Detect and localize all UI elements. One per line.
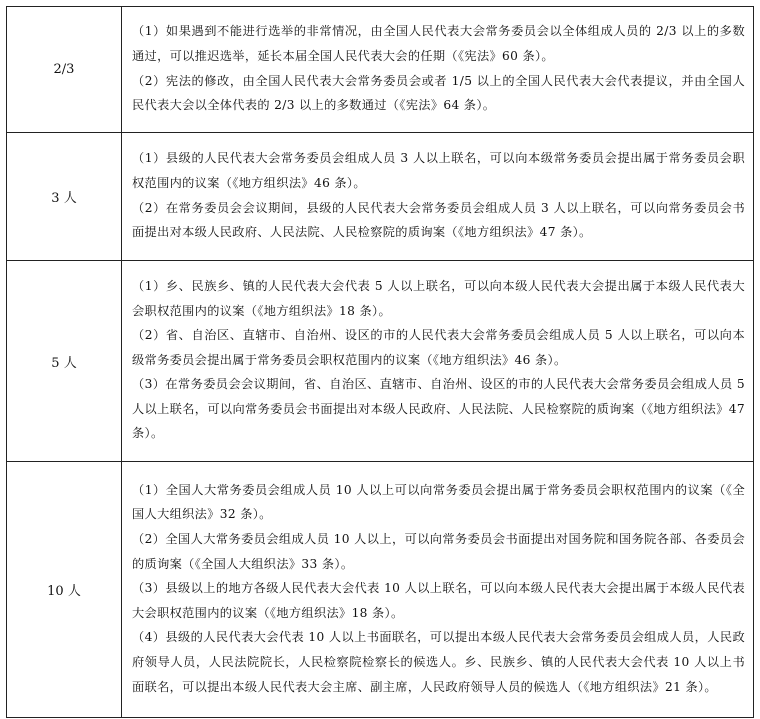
provision-item: （2）全国人大常务委员会组成人员 10 人以上，可以向常务委员会书面提出对国务院和国务院各部、各委员会的质询案（《全国人大组织法》33 条）。	[132, 532, 745, 571]
provision-item: （1）如果遇到不能进行选举的非常情况，由全国人民代表大会常务委员会以全体组成人员的 2/3 以上的多数通过，可以推迟选举，延长本届全国人民代表大会的任期（《宪法》60 条）。	[132, 24, 745, 63]
provisions-cell	[122, 261, 754, 462]
table-row	[7, 133, 754, 261]
provision-item: （2）在常务委员会会议期间，县级的人民代表大会常务委员会组成人员 3 人以上联名，可以向常务委员会书面提出对本级人民政府、人民法院、人民检察院的质询案（《地方组织法》47 条）。	[132, 200, 745, 240]
table-row	[7, 261, 754, 462]
provisions-cell	[122, 133, 754, 261]
provisions-cell	[122, 7, 754, 133]
threshold-label: 3 人	[7, 133, 122, 261]
provision-item: （3）县级以上的地方各级人民代表大会代表 10 人以上联名，可以向本级人民代表大会提出属于本级人民代表大会职权范围内的议案（《地方组织法》18 条）。	[132, 581, 745, 620]
table-row	[7, 7, 754, 133]
legal-threshold-table	[6, 6, 754, 718]
threshold-label: 10 人	[7, 462, 122, 718]
provision-item: （4）县级的人民代表大会代表 10 人以上书面联名，可以提出本级人民代表大会常务委员会组成人员，人民政府领导人员，人民法院院长，人民检察院检察长的候选人。乡、民族乡、镇的人民代表大会代表 10 人以上书面联名，可以提出本级人民代表大会主席、副主席，人民政府领导人员的候选人（《地方组织法》21 条）。	[132, 630, 745, 694]
threshold-label: 5 人	[7, 261, 122, 462]
table-row	[7, 462, 754, 718]
threshold-label: 2/3	[7, 7, 122, 133]
provision-item: （1）全国人大常务委员会组成人员 10 人以上可以向常务委员会提出属于常务委员会职权范围内的议案（《全国人大组织法》32 条）。	[132, 482, 745, 522]
provision-item: （1）县级的人民代表大会常务委员会组成人员 3 人以上联名，可以向本级常务委员会提出属于常务委员会职权范围内的议案（《地方组织法》46 条）。	[132, 151, 745, 190]
provision-item: （2）省、自治区、直辖市、自治州、设区的市的人民代表大会常务委员会组成人员 5 人以上联名，可以向本级常务委员会提出属于常务委员会职权范围内的议案（《地方组织法》46 条）。	[132, 328, 745, 367]
provisions-cell	[122, 462, 754, 718]
provision-item: （3）在常务委员会会议期间，省、自治区、直辖市、自治州、设区的市的人民代表大会常务委员会组成人员 5 人以上联名，可以向常务委员会书面提出对本级人民政府、人民法院、人民检察院的质询案（《地方组织法》47 条）。	[132, 377, 745, 441]
provision-item: （2）宪法的修改，由全国人民代表大会常务委员会或者 1/5 以上的全国人民代表大会代表提议，并由全国人民代表大会以全体代表的 2/3 以上的多数通过（《宪法》64 条）。	[132, 73, 745, 113]
provision-item: （1）乡、民族乡、镇的人民代表大会代表 5 人以上联名，可以向本级人民代表大会提出属于本级人民代表大会职权范围内的议案（《地方组织法》18 条）。	[132, 278, 745, 318]
